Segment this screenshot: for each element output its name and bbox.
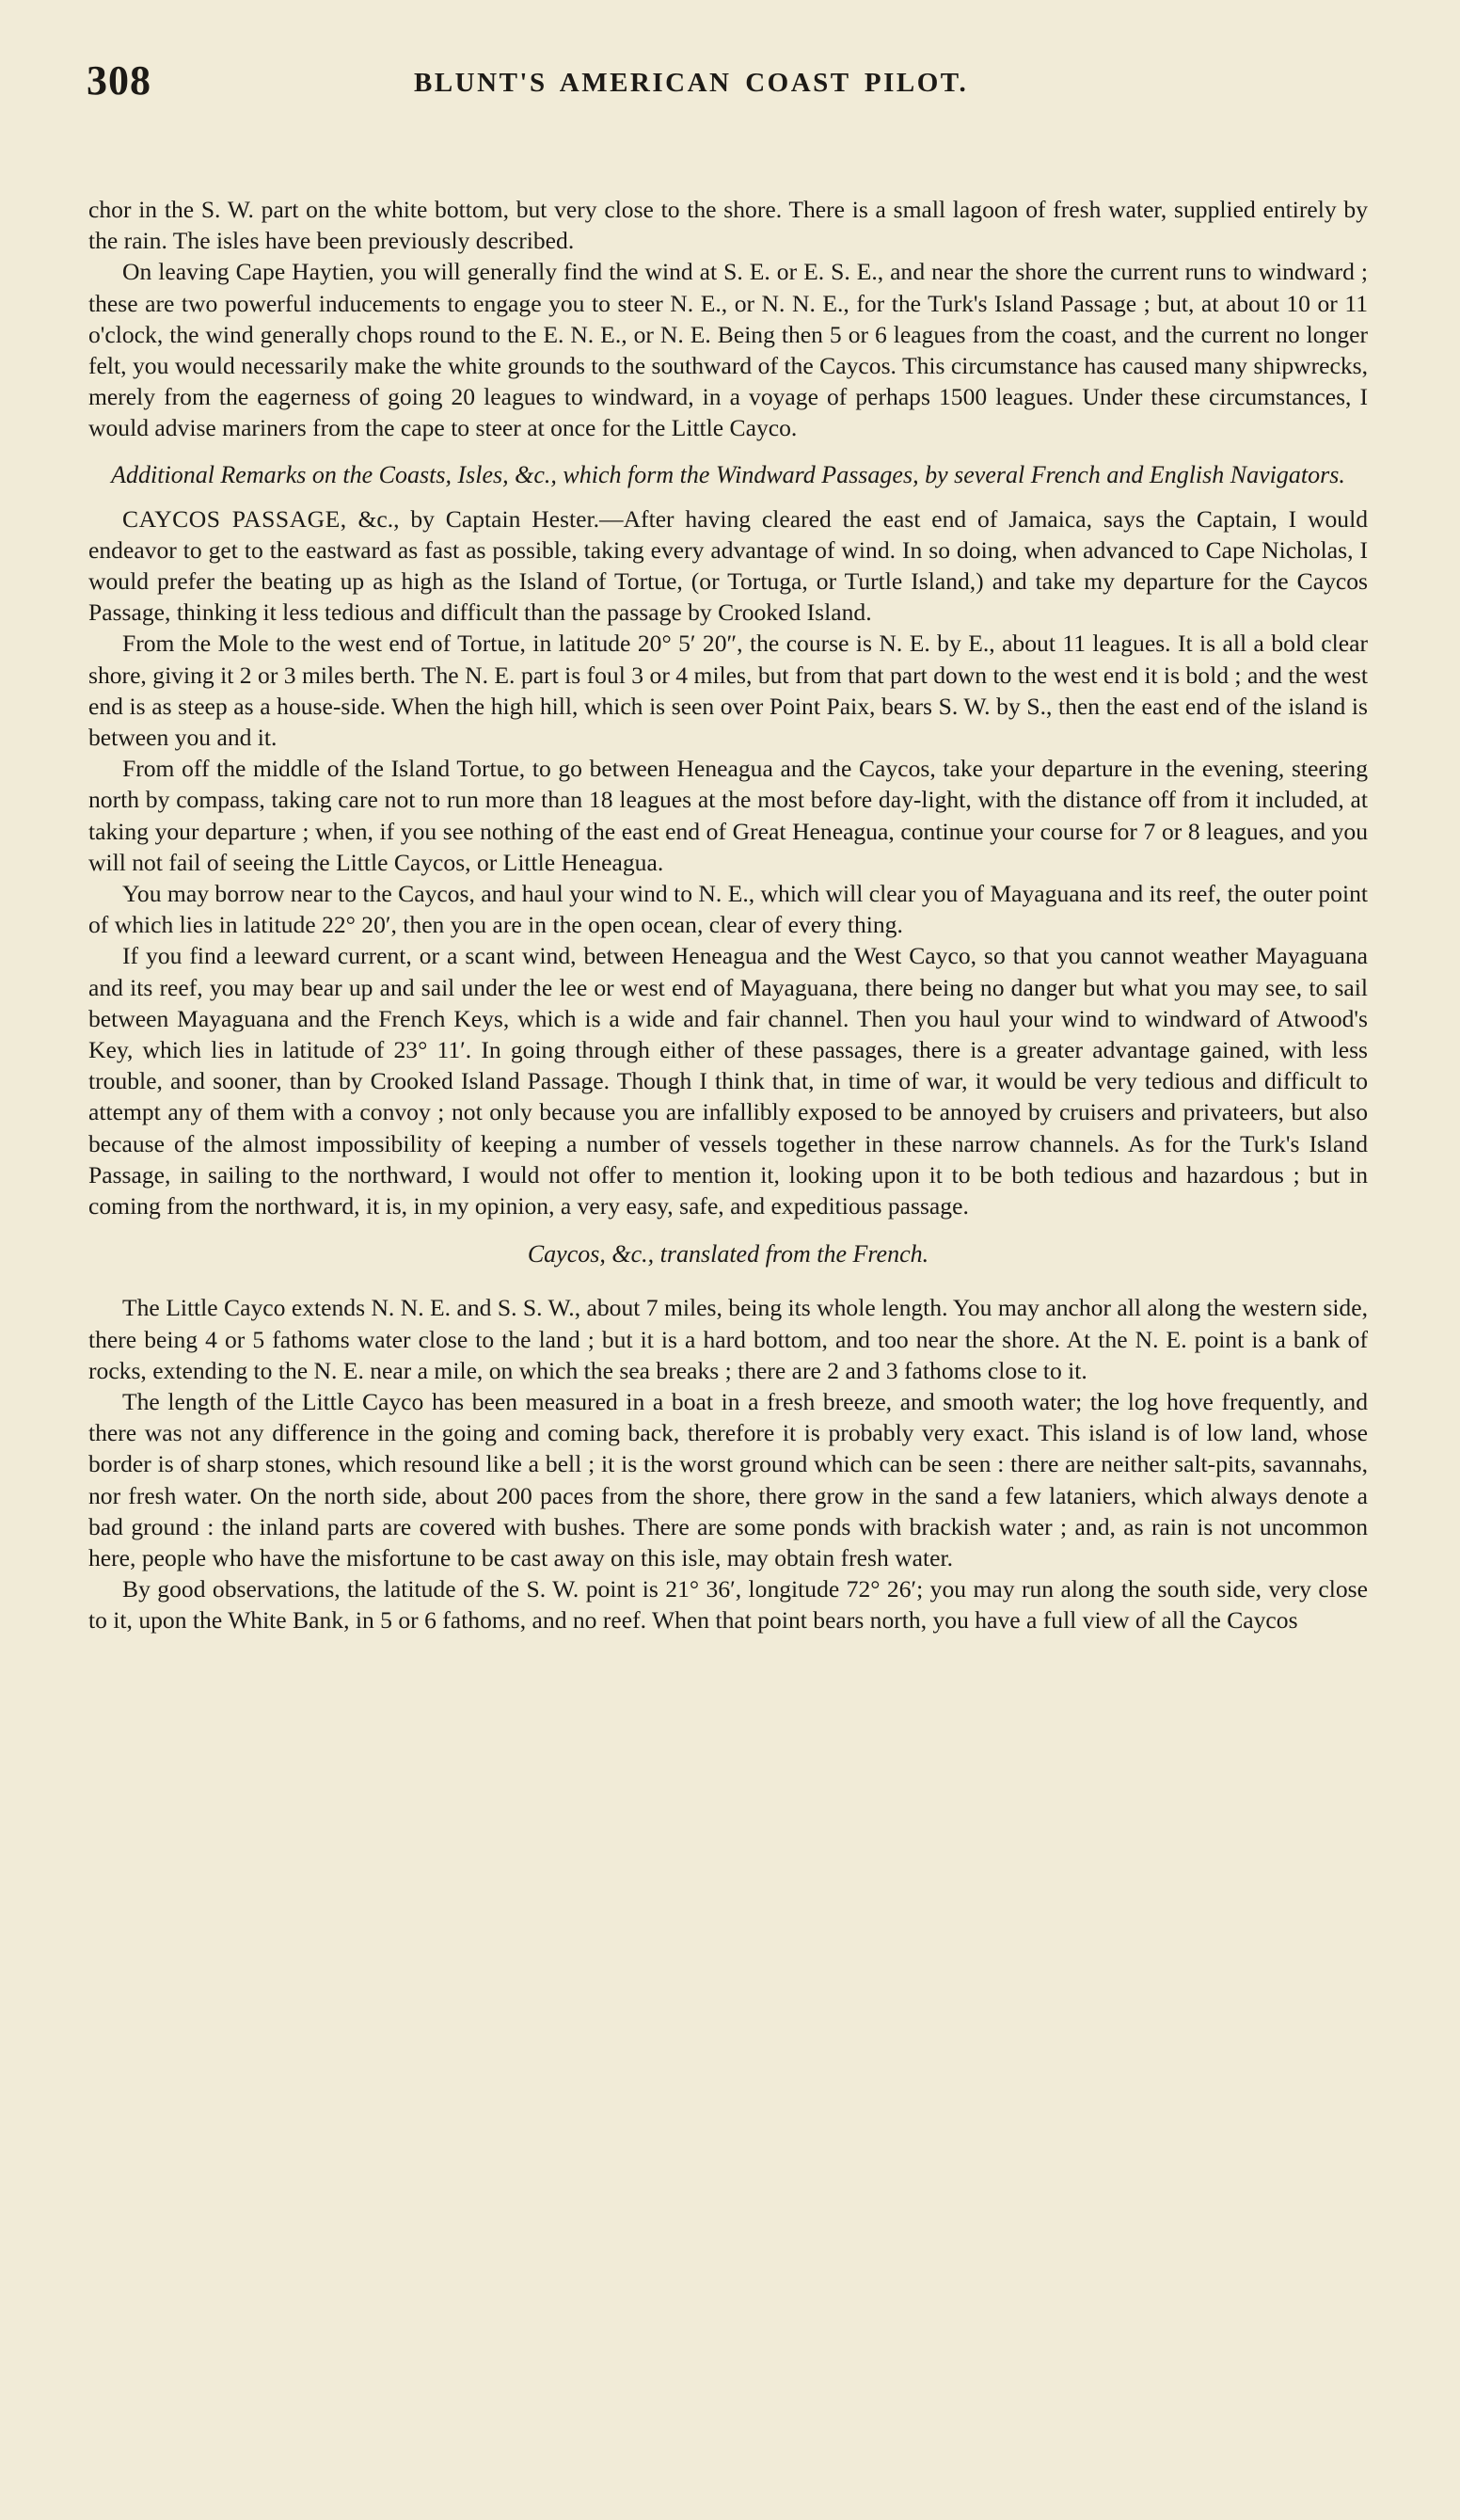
paragraph	[88, 503, 1368, 629]
paragraph: From off the middle of the Island Tortue, to go between Heneagua and the Caycos, take your departure in the evening, steering north by compass, taking care not to run more than 18 leagues at the most before day-light, with the distance off from it included, at taking your departure ; when, if you see nothing of the east end of Great Heneagua, continue your course for 7 or 8 leagues, and you will not fail of seeing the Little Caycos, or Little Heneagua.	[88, 755, 1368, 876]
book-page	[88, 56, 1368, 1636]
paragraph: On leaving Cape Haytien, you will generally find the wind at S. E. or E. S. E., and near the shore the current runs to windward ; these are two powerful inducements to engage you to steer N. E., or N. N. E., for the Turk's Island Passage ; but, at about 10 or 11 o'clock, the wind generally chops round to the E. N. E., or N. E. Being then 5 or 6 leagues from the coast, and the current no longer felt, you would necessarily make the white grounds to the southward of the Caycos. This circumstance has caused many shipwrecks, merely from the eagerness of going 20 leagues to windward, in a voyage of perhaps 1500 leagues. Under these circumstances, I would advise mariners from the cape to steer at once for the Little Cayco.	[88, 258, 1368, 442]
paragraph: The length of the Little Cayco has been measured in a boat in a fresh breeze, and smooth water; the log hove frequently, and there was not any difference in the going and coming back, therefore it is probably very exact. This island is of low land, whose border is of sharp stones, which resound like a bell ; it is the worst ground which can be seen : there are neither salt-pits, savannahs, nor fresh water. On the north side, about 200 paces from the shore, there grow in the sand a few lataniers, which always denote a bad ground : the inland parts are covered with bushes. There are some ponds with brackish water ; and, as rain is not uncommon here, people who have the misfortune to be cast away on this isle, may obtain fresh water.	[88, 1387, 1368, 1571]
paragraph: The Little Cayco extends N. N. E. and S. S. W., about 7 miles, being its whole length. You may anchor all along the western side, there being 4 or 5 fathoms water close to the land ; but it is a hard bottom, and too near the shore. At the N. E. point is a bank of rocks, extending to the N. E. near a mile, on which the sea breaks ; there are 2 and 3 fathoms close to it.	[88, 1294, 1368, 1384]
paragraph-text: &c., by Captain Hester.—After having cleared the east end of Jamaica, says the Captain, I would endeavor to get to the eastward as fast as possible, taking every advantage of wind. In so doing, when advanced to Cape Nicholas, I would prefer the beating up as high as the Island of Tortue, (or Tortuga, or Turtle Island,) and take my departure for the Caycos Passage, thinking it less tedious and difficult than the passage by Crooked Island.	[88, 504, 1368, 627]
paragraph: From the Mole to the west end of Tortue, in latitude 20° 5′ 20″, the course is N. E. by E., about 11 leagues. It is all a bold clear shore, giving it 2 or 3 miles berth. The N. E. part is foul 3 or 4 miles, but from that part down to the west end it is bold ; and the west end is as steep as a house-side. When the high hill, which is seen over Point Paix, bears S. W. by S., then the east end of the island is between you and it.	[88, 630, 1368, 752]
paragraph: If you find a leeward current, or a scant wind, between Heneagua and the West Cayco, so that you cannot weather Mayaguana and its reef, you may bear up and sail under the lee or west end of Mayaguana, there being no danger but what you may see, to sail between Mayaguana and the French Keys, which is a wide and fair channel. Then you haul your wind to windward of Atwood's Key, which lies in latitude of 23° 11′. In going through either of these passages, there is a greater advantage gained, with less trouble, and sooner, than by Crooked Island Passage. Though I think that, in time of war, it would be very tedious and difficult to attempt any of them with a convoy ; not only because you are infallibly exposed to be annoyed by cruisers and privateers, but also because of the almost impossibility of keeping a number of vessels together in these narrow channels. As for the Turk's Island Passage, in sailing to the northward, I would not offer to mention it, looking upon it to be both tedious and hazardous ; but in coming from the northward, it is, in my opinion, a very easy, safe, and expeditious passage.	[88, 942, 1368, 1220]
paragraph: By good observations, the latitude of the S. W. point is 21° 36′, longitude 72° 26′; you may run along the south side, very close to it, upon the White Bank, in 5 or 6 fathoms, and no reef. When that point bears north, you have a full view of all the Caycos	[88, 1575, 1368, 1635]
page-number: 308	[87, 57, 151, 104]
section-heading: Caycos, &c., translated from the French.	[527, 1240, 929, 1268]
paragraph: You may borrow near to the Caycos, and haul your wind to N. E., which will clear you of Mayaguana and its reef, the outer point of which lies in latitude 22° 20′, then you are in the open ocean, clear of every thing.	[88, 880, 1368, 939]
page-header	[88, 56, 1368, 115]
section-heading: Additional Remarks on the Coasts, Isles, &c., which form the Windward Passages, by several French and English Navigators.	[111, 460, 1345, 488]
paragraph-continuation: chor in the S. W. part on the white bottom, but very close to the shore. There is a small lagoon of fresh water, supplied entirely by the rain. The isles have been previously described.	[88, 196, 1368, 255]
paragraph-lead: CAYCOS PASSAGE,	[122, 504, 347, 533]
running-title: BLUNT'S AMERICAN COAST PILOT.	[414, 68, 969, 98]
body-text	[88, 194, 1368, 1636]
